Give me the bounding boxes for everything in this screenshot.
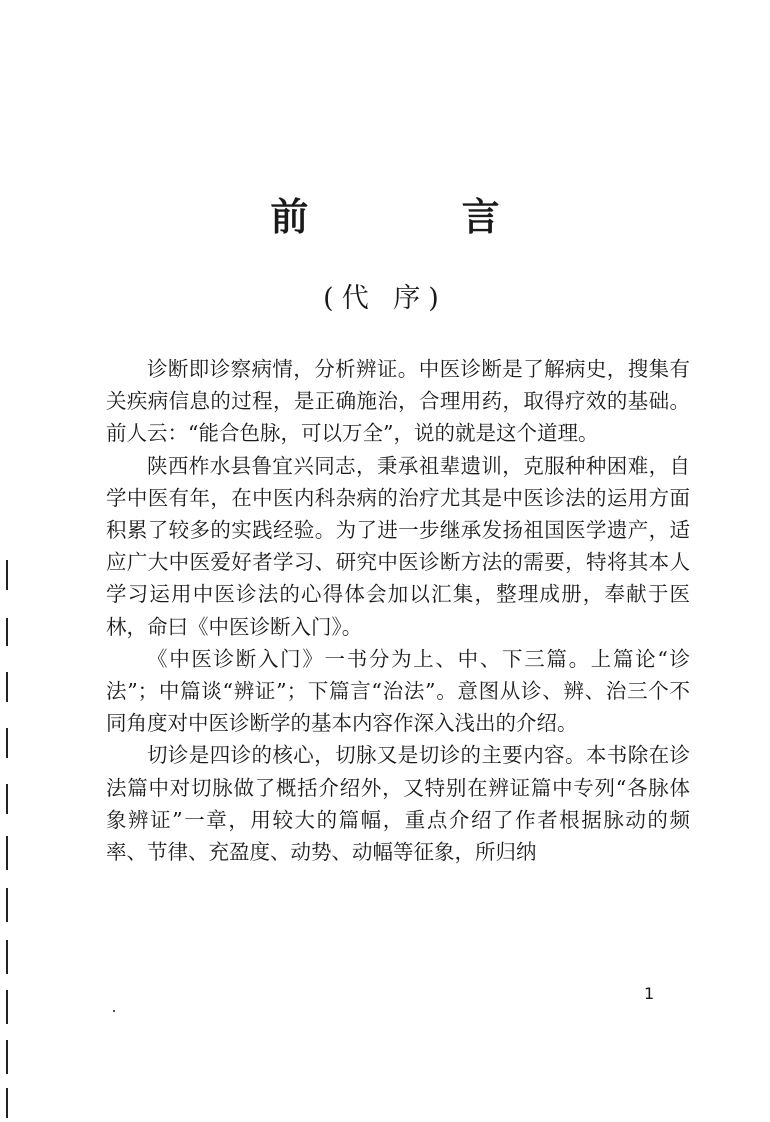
edge-mark [6,728,8,758]
edge-mark [6,940,8,974]
paragraph-1: 诊断即诊察病情，分析辨证。中医诊断是了解病史，搜集有关疾病信息的过程，是正确施治，合理用药，取得疗效的基础。前人云：“能合色脉，可以万全”，说的就是这个道理。 [106,357,690,446]
body-text [106,353,690,868]
edge-mark [6,888,8,922]
scan-speck [113,1010,115,1012]
edge-mark [6,618,8,646]
page-title: 前 言 [270,194,570,239]
edge-mark [6,784,8,814]
edge-mark [6,990,8,1024]
binding-edge-marks [6,0,9,1122]
edge-mark [6,560,8,590]
edge-mark [6,1088,8,1118]
edge-mark [6,836,8,870]
edge-mark [6,672,8,702]
edge-mark [6,1040,8,1074]
page-number: 1 [644,984,655,1003]
paragraph-2: 陕西柞水县鲁宜兴同志，秉承祖辈遗训，克服种种困难，自学中医有年，在中医内科杂病的治疗尤其是中医诊法的运用方面积累了较多的实践经验。为了进一步继承发扬祖国医学遗产，适应广大中医爱好者学习、研究中医诊断方法的需要，特将其本人学习运用中医诊法的心得体会加以汇集，整理成册，奉献于医林，命曰《中医诊断入门》。 [106,453,690,639]
paragraph-3: 《中医诊断入门》一书分为上、中、下三篇。上篇论“诊法”；中篇谈“辨证”；下篇言“治法”。意图从诊、辨、治三个不同角度对中医诊断学的基本内容作深入浅出的介绍。 [106,646,690,736]
page-subtitle: (代 序) [323,283,447,314]
paragraph-4: 切诊是四诊的核心，切脉又是切诊的主要内容。本书除在诊法篇中对切脉做了概括介绍外，又特别在辨证篇中专列“各脉体象辨证”一章，用较大的篇幅，重点介绍了作者根据脉动的频率、节律、充盈度、动势、动幅等征象，所归纳 [106,743,690,865]
